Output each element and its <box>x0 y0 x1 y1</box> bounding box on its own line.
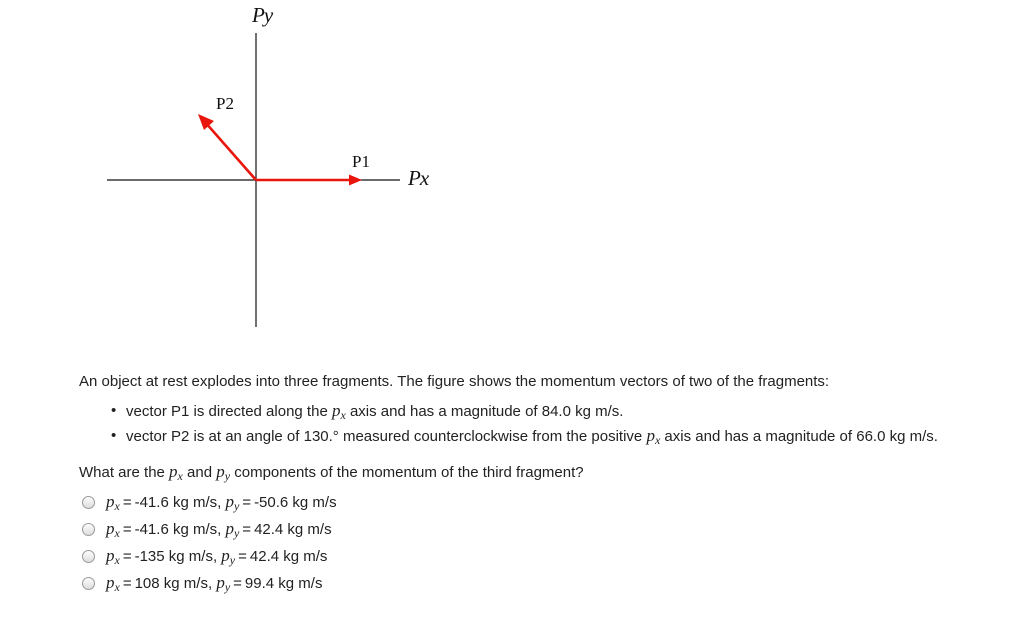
answer-choice-1[interactable]: px = -41.6 kg m/s, py = -50.6 kg m/s <box>82 489 1019 516</box>
choice-py-value: 42.4 kg m/s <box>254 520 332 538</box>
px-symbol: px <box>106 519 120 540</box>
vector-p2-arrow <box>205 122 256 180</box>
radio-button[interactable] <box>82 577 95 590</box>
bullet1-suffix: axis and has a magnitude of 84.0 kg m/s. <box>345 403 624 420</box>
px-symbol: px <box>106 573 120 594</box>
vector-description-list <box>79 399 1019 449</box>
py-symbol: py <box>216 462 231 483</box>
choice-px-value: -41.6 kg m/s, <box>134 520 222 538</box>
question-block <box>79 372 1019 597</box>
choice-py-value: 42.4 kg m/s <box>249 547 328 565</box>
vector-p1-description <box>79 399 1019 424</box>
vector-p1-label: P1 <box>352 152 370 171</box>
radio-button[interactable] <box>82 523 95 536</box>
radio-button[interactable] <box>82 550 95 563</box>
radio-button[interactable] <box>82 496 95 509</box>
answer-choices <box>79 489 1019 597</box>
py-symbol: py <box>221 546 236 567</box>
px-symbol: px <box>646 426 661 447</box>
py-symbol: py <box>225 492 240 513</box>
choice-px-value: -135 kg m/s, <box>134 547 218 565</box>
vector-p2-description <box>79 424 1019 449</box>
px-symbol: px <box>106 546 120 567</box>
question-prompt: What are the px and py components of the momentum of the third fragment? <box>79 462 584 483</box>
px-symbol: px <box>106 492 120 513</box>
answer-choice-3[interactable]: px = -135 kg m/s, py = 42.4 kg m/s <box>82 543 1019 570</box>
px-symbol: px <box>331 401 346 422</box>
bullet1-prefix: vector P1 is directed along the <box>126 403 332 420</box>
vector-p1-arrowhead <box>349 175 362 186</box>
choice-px-value: 108 kg m/s, <box>134 574 213 592</box>
x-axis-label: Px <box>408 166 430 190</box>
question-intro: An object at rest explodes into three fragments. The figure shows the momentum vectors of two of the fragments: <box>79 373 830 390</box>
vector-p2-label: P2 <box>216 94 234 113</box>
choice-py-value: -50.6 kg m/s <box>254 493 337 511</box>
py-symbol: py <box>216 573 231 594</box>
choice-py-value: 99.4 kg m/s <box>244 574 323 592</box>
choice-px-value: -41.6 kg m/s, <box>134 493 222 511</box>
answer-choice-2[interactable]: px = -41.6 kg m/s, py = 42.4 kg m/s <box>82 516 1019 543</box>
py-symbol: py <box>225 519 240 540</box>
px-symbol: px <box>169 462 183 483</box>
bullet2-prefix: vector P2 is at an angle of 130.° measured counterclockwise from the positive <box>126 428 647 445</box>
bullet2-suffix: axis and has a magnitude of 66.0 kg m/s. <box>660 428 938 445</box>
y-axis-label: Py <box>252 3 274 27</box>
answer-choice-4[interactable]: px = 108 kg m/s, py = 99.4 kg m/s <box>82 570 1019 597</box>
